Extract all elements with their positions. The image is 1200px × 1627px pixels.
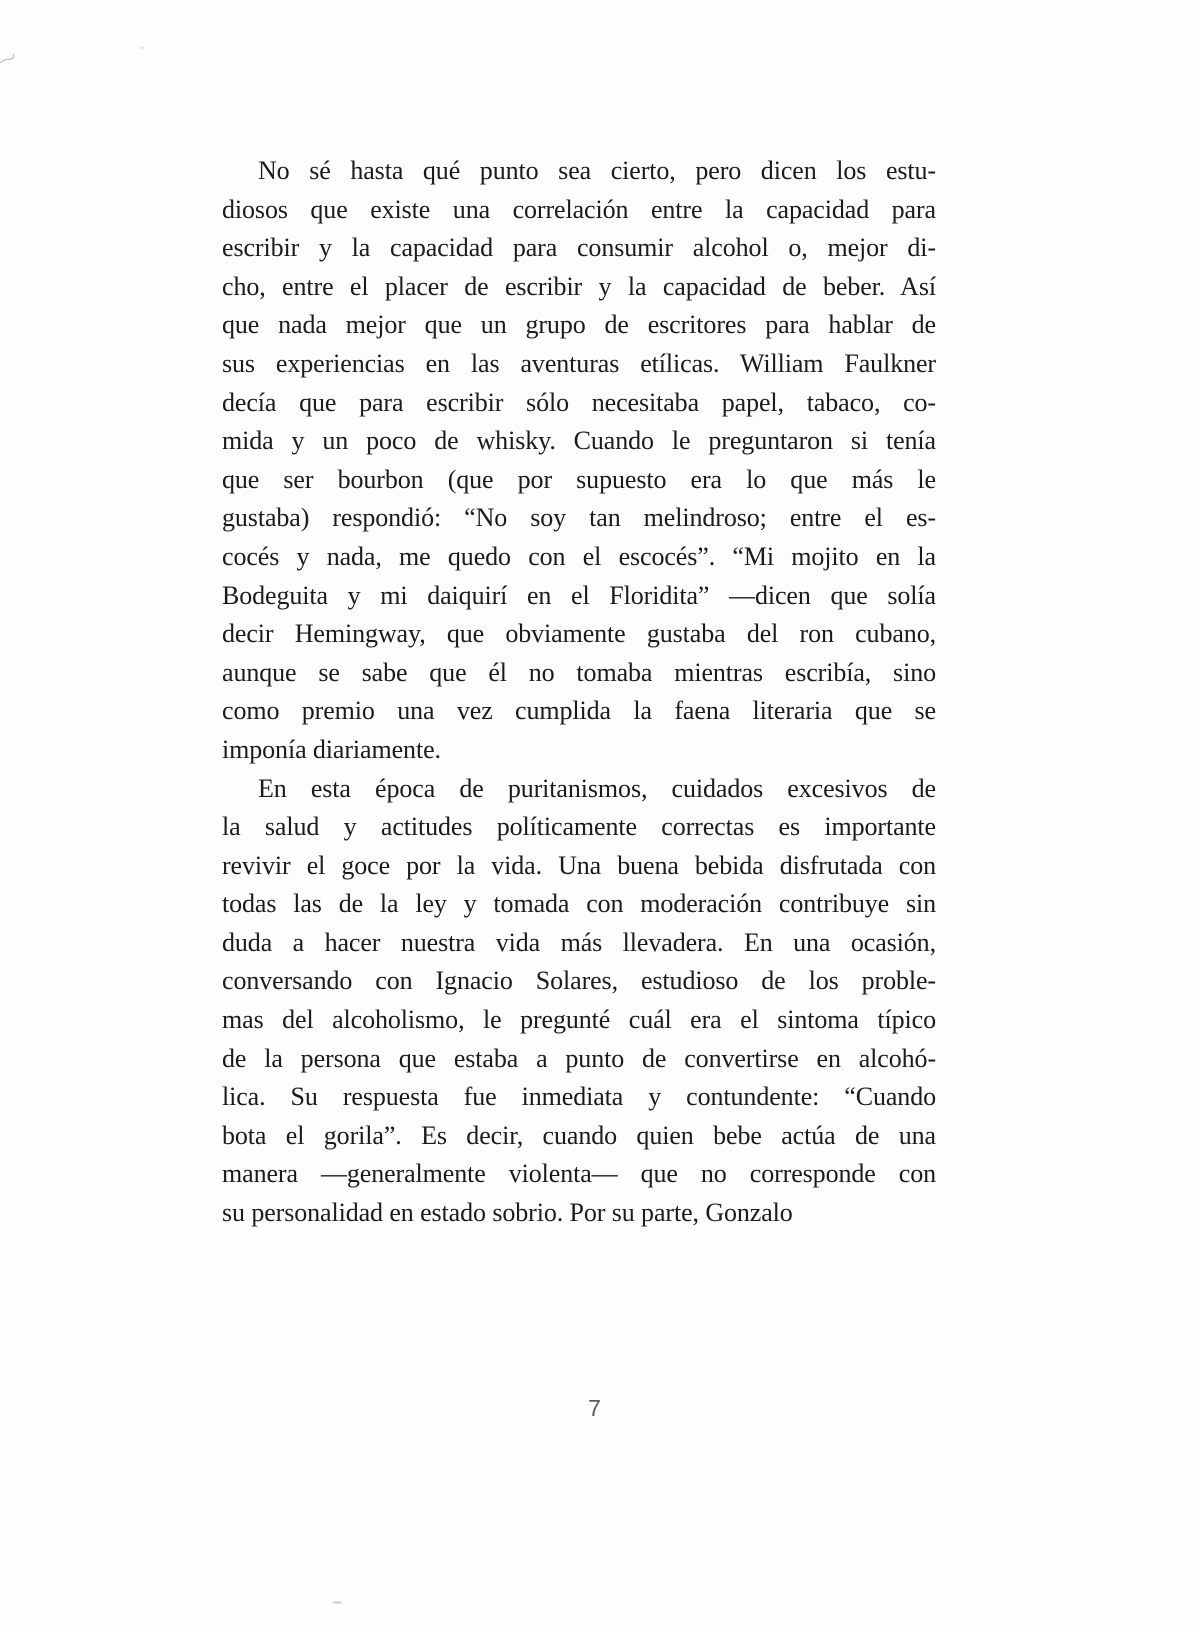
text-line: cocés y nada, me quedo con el escocés”. “Mi mojito en la (222, 541, 936, 571)
text-line: que nada mejor que un grupo de escritores para hablar de (222, 310, 936, 340)
text-line: diosos que existe una correlación entre la capacidad para (222, 194, 936, 224)
text-line: decir Hemingway, que obviamente gustaba del ron cubano, (222, 619, 936, 649)
text-line: como premio una vez cumplida la faena literaria que se (222, 696, 936, 726)
text-line: Bodeguita y mi daiquirí en el Floridita” —dicen que solía (222, 580, 936, 610)
scan-squiggle-artifact (0, 45, 40, 85)
text-line: su personalidad en estado sobrio. Por su parte, Gonzalo (222, 1198, 793, 1228)
text-line: gustaba) respondió: “No soy tan melindroso; entre el es- (222, 503, 936, 533)
body-text (222, 152, 936, 1233)
text-line: lica. Su respuesta fue inmediata y contundente: “Cuando (222, 1082, 936, 1112)
text-line: sus experiencias en las aventuras etílicas. William Faulkner (222, 348, 936, 378)
paragraph (222, 770, 936, 1233)
text-line: imponía diariamente. (222, 734, 441, 764)
text-line: mida y un poco de whisky. Cuando le preguntaron si tenía (222, 426, 936, 456)
scan-speck-artifact (332, 1601, 342, 1604)
text-line: escribir y la capacidad para consumir alcohol o, mejor di- (222, 233, 936, 263)
scan-speck-artifact (140, 46, 144, 49)
paragraph (222, 152, 936, 770)
text-line: mas del alcoholismo, le pregunté cuál era el sintoma típico (222, 1005, 936, 1035)
text-line: cho, entre el placer de escribir y la capacidad de beber. Así (222, 271, 936, 301)
text-line: manera —generalmente violenta— que no corresponde con (222, 1159, 936, 1189)
text-line: bota el gorila”. Es decir, cuando quien bebe actúa de una (222, 1120, 936, 1150)
text-line: No sé hasta qué punto sea cierto, pero dicen los estu- (258, 156, 936, 185)
page-number: 7 (588, 1395, 602, 1421)
text-line: conversando con Ignacio Solares, estudioso de los proble- (222, 966, 936, 996)
text-line: todas las de la ley y tomada con moderación contribuye sin (222, 889, 936, 919)
text-line: duda a hacer nuestra vida más llevadera. En una ocasión, (222, 927, 936, 957)
text-line: aunque se sabe que él no tomaba mientras escribía, sino (222, 657, 936, 687)
text-line: de la persona que estaba a punto de convertirse en alcohó- (222, 1043, 936, 1073)
text-line: En esta época de puritanismos, cuidados excesivos de (258, 773, 936, 803)
text-line: revivir el goce por la vida. Una buena bebida disfrutada con (222, 850, 936, 880)
text-line: la salud y actitudes políticamente correctas es importante (222, 812, 936, 842)
text-line: que ser bourbon (que por supuesto era lo que más le (222, 464, 936, 494)
text-line: decía que para escribir sólo necesitaba papel, tabaco, co- (222, 387, 936, 417)
